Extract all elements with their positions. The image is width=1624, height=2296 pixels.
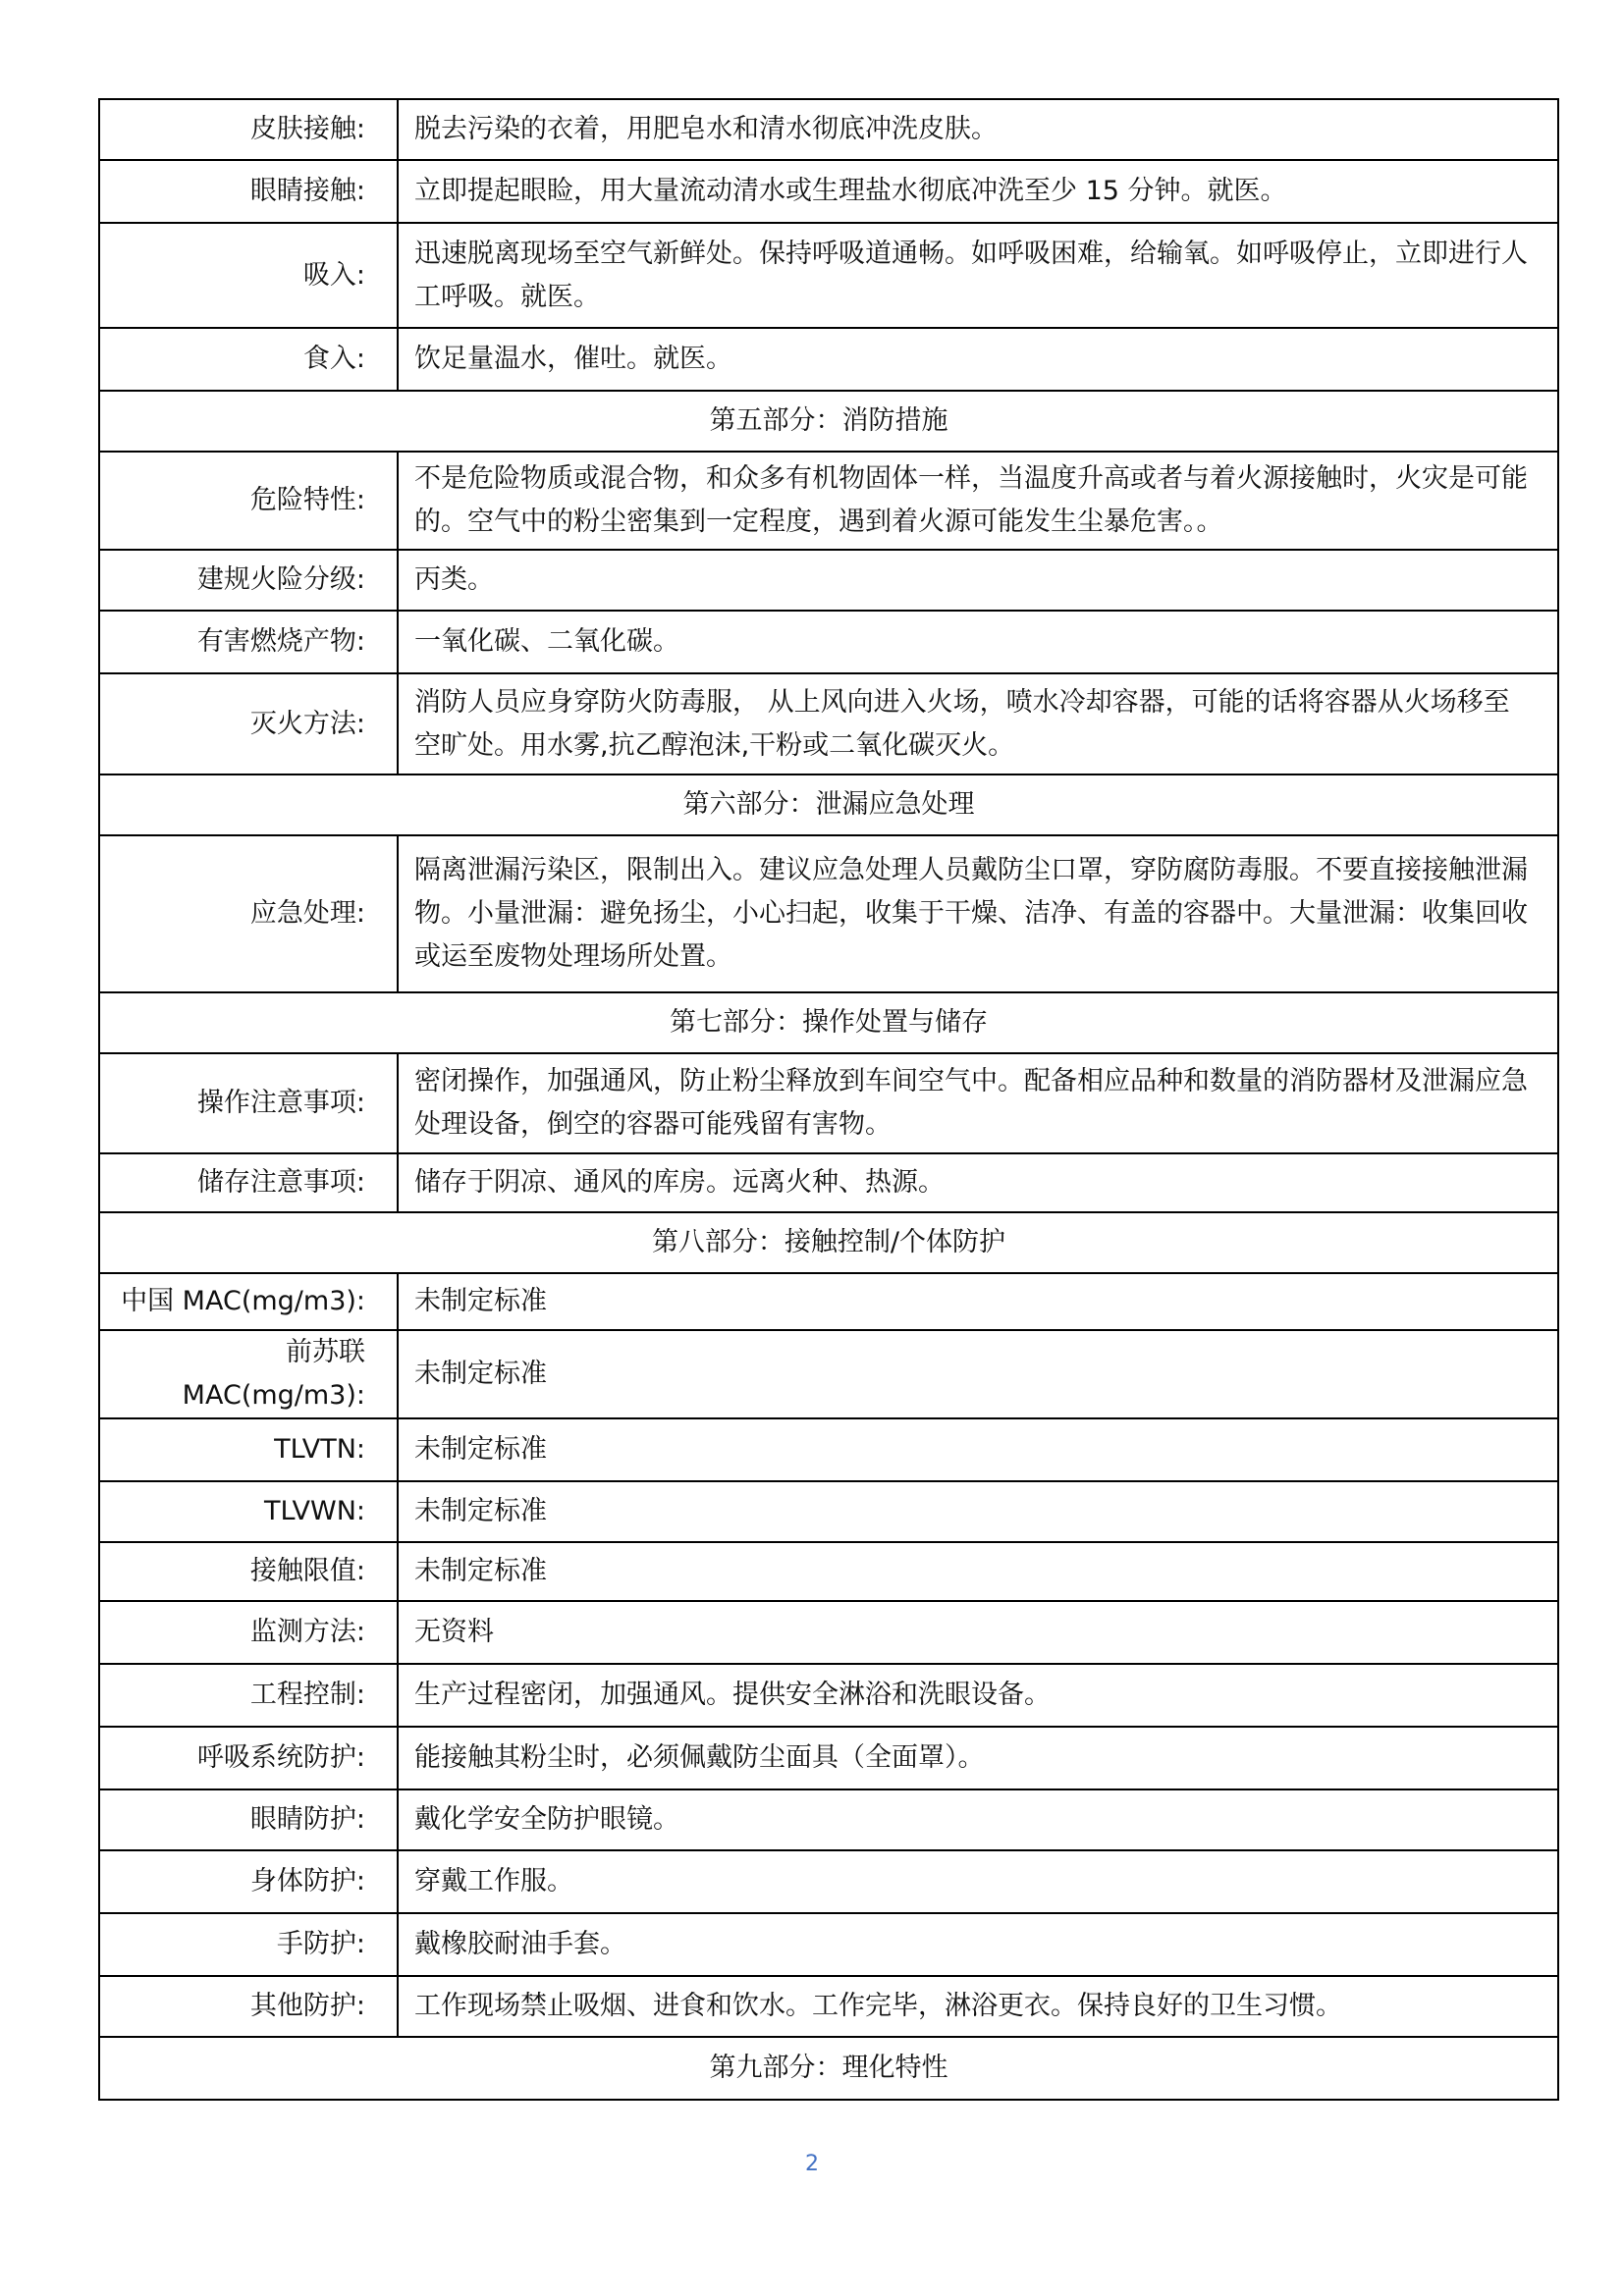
page-number: 2 [805, 2152, 819, 2176]
row-label: 接触限值: [99, 1542, 398, 1601]
row-value: 丙类。 [398, 550, 1558, 611]
row-label: 皮肤接触: [99, 99, 398, 160]
table-row [99, 1273, 1558, 1330]
row-label: 应急处理: [99, 835, 398, 992]
section-header-row [99, 1212, 1558, 1273]
table-row [99, 1153, 1558, 1212]
table-row [99, 223, 1558, 328]
row-value: 未制定标准 [398, 1542, 1558, 1601]
table-row [99, 1542, 1558, 1601]
row-label: 呼吸系统防护: [99, 1727, 398, 1789]
row-label: 有害燃烧产物: [99, 611, 398, 673]
row-value: 能接触其粉尘时，必须佩戴防尘面具（全面罩）。 [398, 1727, 1558, 1789]
table-row [99, 1727, 1558, 1789]
row-value: 消防人员应身穿防火防毒服， 从上风向进入火场，喷水冷却容器，可能的话将容器从火场移至空旷处。用水雾,抗乙醇泡沫,干粉或二氧化碳灭火。 [398, 673, 1558, 774]
row-label: 手防护: [99, 1913, 398, 1976]
row-label: 监测方法: [99, 1601, 398, 1664]
table-row [99, 1481, 1558, 1542]
row-label: 眼睛防护: [99, 1789, 398, 1850]
row-value: 隔离泄漏污染区，限制出入。建议应急处理人员戴防尘口罩，穿防腐防毒服。不要直接接触泄漏物。小量泄漏：避免扬尘，小心扫起，收集于干燥、洁净、有盖的容器中。大量泄漏：收集回收或运至废物处理场所处置。 [398, 835, 1558, 992]
row-value: 无资料 [398, 1601, 1558, 1664]
table-row [99, 835, 1558, 992]
row-label: 中国 MAC(mg/m3): [99, 1273, 398, 1330]
section-title: 第八部分：接触控制/个体防护 [99, 1212, 1558, 1273]
section-header-row [99, 2037, 1558, 2100]
row-label: 前苏联 MAC(mg/m3): [99, 1330, 398, 1418]
row-value: 工作现场禁止吸烟、进食和饮水。工作完毕，淋浴更衣。保持良好的卫生习惯。 [398, 1976, 1558, 2037]
row-label: 储存注意事项: [99, 1153, 398, 1212]
table-row [99, 673, 1558, 774]
row-label: TLVTN: [99, 1418, 398, 1481]
row-label: 吸入: [99, 223, 398, 328]
row-value: 储存于阴凉、通风的库房。远离火种、热源。 [398, 1153, 1558, 1212]
row-value: 饮足量温水，催吐。就医。 [398, 328, 1558, 391]
section-title: 第七部分：操作处置与储存 [99, 992, 1558, 1053]
row-value: 立即提起眼睑，用大量流动清水或生理盐水彻底冲洗至少 15 分钟。就医。 [398, 160, 1558, 223]
row-value: 穿戴工作服。 [398, 1850, 1558, 1913]
row-label: TLVWN: [99, 1481, 398, 1542]
table-row [99, 1418, 1558, 1481]
table-row [99, 452, 1558, 550]
row-value: 脱去污染的衣着，用肥皂水和清水彻底冲洗皮肤。 [398, 99, 1558, 160]
row-label: 建规火险分级: [99, 550, 398, 611]
row-label: 危险特性: [99, 452, 398, 550]
section-header-row [99, 774, 1558, 835]
safety-data-table [98, 98, 1559, 2101]
table-row [99, 1789, 1558, 1850]
row-value: 不是危险物质或混合物，和众多有机物固体一样，当温度升高或者与着火源接触时，火灾是可能的。空气中的粉尘密集到一定程度，遇到着火源可能发生尘暴危害。。 [398, 452, 1558, 550]
row-label: 工程控制: [99, 1664, 398, 1727]
row-value: 未制定标准 [398, 1481, 1558, 1542]
row-label: 眼睛接触: [99, 160, 398, 223]
row-value: 戴橡胶耐油手套。 [398, 1913, 1558, 1976]
row-value: 未制定标准 [398, 1330, 1558, 1418]
row-label: 食入: [99, 328, 398, 391]
row-label: 灭火方法: [99, 673, 398, 774]
row-value: 生产过程密闭，加强通风。提供安全淋浴和洗眼设备。 [398, 1664, 1558, 1727]
table-row [99, 1601, 1558, 1664]
section-title: 第九部分：理化特性 [99, 2037, 1558, 2100]
row-value: 未制定标准 [398, 1273, 1558, 1330]
section-title: 第六部分：泄漏应急处理 [99, 774, 1558, 835]
table-row [99, 99, 1558, 160]
row-label: 操作注意事项: [99, 1053, 398, 1153]
table-row [99, 1913, 1558, 1976]
section-header-row [99, 391, 1558, 452]
row-label: 身体防护: [99, 1850, 398, 1913]
table-row [99, 328, 1558, 391]
row-label: 其他防护: [99, 1976, 398, 2037]
row-value: 戴化学安全防护眼镜。 [398, 1789, 1558, 1850]
table-row [99, 1664, 1558, 1727]
section-title: 第五部分：消防措施 [99, 391, 1558, 452]
row-value: 未制定标准 [398, 1418, 1558, 1481]
table-row [99, 611, 1558, 673]
table-row [99, 1850, 1558, 1913]
table-row [99, 1976, 1558, 2037]
row-value: 一氧化碳、二氧化碳。 [398, 611, 1558, 673]
table-row [99, 1053, 1558, 1153]
table-row [99, 160, 1558, 223]
table-row [99, 550, 1558, 611]
table-row [99, 1330, 1558, 1418]
row-value: 密闭操作，加强通风，防止粉尘释放到车间空气中。配备相应品种和数量的消防器材及泄漏应急处理设备，倒空的容器可能残留有害物。 [398, 1053, 1558, 1153]
section-header-row [99, 992, 1558, 1053]
row-value: 迅速脱离现场至空气新鲜处。保持呼吸道通畅。如呼吸困难，给输氧。如呼吸停止，立即进行人工呼吸。就医。 [398, 223, 1558, 328]
